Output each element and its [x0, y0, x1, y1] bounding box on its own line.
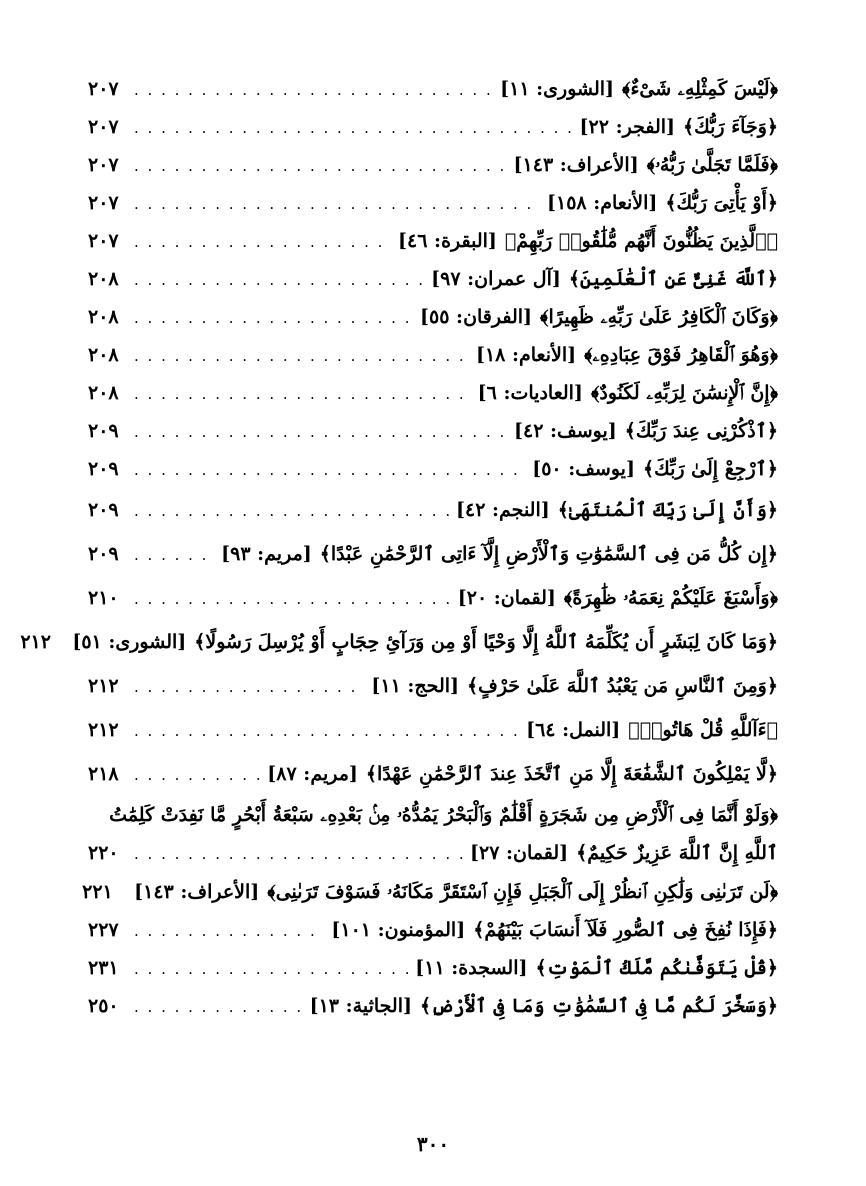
dot-leader	[134, 337, 470, 375]
page-reference: ٢١٢	[20, 631, 51, 653]
page-reference: ٢٠٧	[88, 192, 119, 214]
verse-text: ﴿ءَآللَّهِ قُلْ هَاتُوا۟﴾	[628, 719, 778, 741]
index-entry	[88, 752, 778, 796]
verse-text: ﴿ٱللَّهَ غَنِىٌّ عَنِ ٱلْعَٰلَمِينَ﴾	[568, 268, 778, 290]
verse-reference: [الأعراف: ١٤٣]	[513, 154, 639, 176]
dot-leader	[134, 147, 508, 185]
verse-text: ﴿فَإِذَا نُفِخَ فِى ٱلصُّورِ فَلَآ أَنسَابَ بَيْنَهُمْ﴾	[473, 919, 778, 941]
page-reference: ٢٠٩	[88, 499, 119, 521]
verse-text: ﴿وَهُوَ ٱلْقَاهِرُ فَوْقَ عِبَادِهِۦ﴾	[584, 344, 778, 366]
index-entry	[88, 576, 778, 620]
page-reference: ٢٠٨	[88, 268, 119, 290]
index-entry	[88, 708, 778, 752]
index-entry-multiline	[88, 796, 778, 873]
index-entry	[88, 412, 778, 450]
verse-text: ﴿لَيْسَ كَمِثْلِهِۦ شَىْءٌ﴾	[622, 78, 778, 100]
verse-text: ﴿إِن كُلُّ مَن فِى ٱلسَّمَٰوَٰتِ وَٱلْأَرْضِ إِلَّآ ءَاتِى ٱلرَّحْمَٰنِ عَبْدًا﴾	[319, 543, 778, 565]
verse-reference: [العاديات: ٦]	[477, 382, 583, 404]
index-entry	[88, 911, 778, 949]
index-entry	[88, 987, 778, 1025]
dot-leader	[134, 299, 414, 337]
page-number: ٣٠٠	[416, 1132, 450, 1156]
dot-leader	[134, 912, 325, 950]
dot-leader	[134, 71, 494, 109]
dot-leader	[134, 451, 526, 489]
dot-leader	[134, 753, 261, 797]
dot-leader	[134, 533, 215, 577]
verse-reference: [يوسف: ٥٠]	[532, 458, 635, 480]
page-reference: ٢٢٧	[88, 919, 119, 941]
verse-reference: [الأعراف: ١٤٣]	[134, 881, 260, 903]
dot-leader	[134, 665, 365, 709]
index-entry	[88, 70, 778, 108]
index-entry	[88, 336, 778, 374]
dot-leader	[134, 709, 520, 753]
page-reference: ٢٠٧	[88, 154, 119, 176]
dot-leader	[134, 413, 508, 451]
verse-text: ﴿لَن تَرَىٰنِى وَلَٰكِنِ ٱنظُرْ إِلَى ٱلْجَبَلِ فَإِنِ ٱسْتَقَرَّ مَكَانَهُۥ فَسَوْفَ تَرَىٰنِى﴾	[267, 881, 778, 903]
verse-reference: [الشورى: ١١]	[500, 78, 615, 100]
verse-text: ﴿وَسَخَّرَ لَكُم مَّا فِى ٱلسَّمَٰوَٰتِ وَمَا فِى ٱلْأَرْضِ﴾	[419, 995, 778, 1017]
dot-leader	[134, 109, 574, 147]
verse-text-line1: ﴿وَلَوْ أَنَّمَا فِى ٱلْأَرْضِ مِن شَجَرَةٍ أَقْلَٰمٌ وَٱلْبَحْرُ يَمُدُّهُۥ مِنۢ بَعْدِهِۦ سَبْعَةُ أَبْحُرٍ مَّا نَفِدَتْ كَلِمَٰتُ	[109, 804, 778, 826]
verse-text: ﴿ٱذْكُرْنِى عِندَ رَبِّكَ﴾	[624, 420, 778, 442]
page-reference: ٢٠٧	[88, 78, 119, 100]
dot-leader	[134, 375, 472, 413]
page-reference: ٢١٢	[88, 719, 119, 741]
verse-reference: [آل عمران: ٩٧]	[431, 268, 561, 290]
dot-leader	[134, 577, 452, 621]
index-entry	[88, 222, 778, 260]
verse-reference: [السجدة: ١١]	[415, 957, 528, 979]
page-reference: ٢٣١	[88, 957, 119, 979]
verse-reference: [النجم: ٤٢]	[455, 499, 550, 521]
page-reference: ٢٠٩	[88, 543, 119, 565]
index-entry	[88, 949, 778, 987]
index-entry	[88, 450, 778, 488]
verse-reference: [الفجر: ٢٢]	[579, 116, 675, 138]
verse-reference: [الحج: ١١]	[371, 675, 459, 697]
page-reference: ٢١٠	[88, 587, 119, 609]
verse-reference: [الأنعام: ١٨]	[475, 344, 577, 366]
dot-leader	[134, 185, 541, 223]
index-entry	[88, 488, 778, 532]
page-reference: ٢٠٧	[88, 230, 119, 252]
page-reference: ٢٥٠	[88, 995, 119, 1017]
index-entry	[88, 108, 778, 146]
dot-leader	[134, 223, 392, 261]
dot-leader	[134, 835, 464, 873]
page-reference: ٢٠٧	[88, 116, 119, 138]
verse-text: ﴿فَلَمَّا تَجَلَّىٰ رَبُّهُۥ﴾	[646, 154, 778, 176]
dot-leader	[134, 988, 304, 1026]
page-reference: ٢٠٩	[88, 458, 119, 480]
dot-leader	[134, 489, 450, 533]
verse-text: ﴿ٱلَّذِينَ يَظُنُّونَ أَنَّهُم مُّلَٰقُوا۟ رَبِّهِمْ﴾	[504, 230, 778, 252]
page-reference: ٢٠٩	[88, 420, 119, 442]
verse-reference: [يوسف: ٤٢]	[514, 420, 617, 442]
page-reference: ٢٢٠	[88, 842, 119, 864]
verse-text: ﴿لَّا يَمْلِكُونَ ٱلشَّفَٰعَةَ إِلَّا مَنِ ٱتَّخَذَ عِندَ ٱلرَّحْمَٰنِ عَهْدًا﴾	[365, 763, 778, 785]
verse-reference: [لقمان: ٢٧]	[469, 842, 569, 864]
verse-reference: [المؤمنون: ١٠١]	[331, 919, 466, 941]
index-entry	[20, 620, 778, 664]
verse-text: ﴿وَكَانَ ٱلْكَافِرُ عَلَىٰ رَبِّهِۦ ظَهِيرًا﴾	[540, 306, 778, 328]
verse-reference: [الجاثية: ١٣]	[309, 995, 412, 1017]
verse-reference: [الأنعام: ١٥٨]	[546, 192, 658, 214]
index-entry	[88, 298, 778, 336]
verse-reference: [النمل: ٦٤]	[526, 719, 621, 741]
verse-reference: [مريم: ٩٣]	[221, 543, 312, 565]
verse-reference: [لقمان: ٢٠]	[457, 587, 556, 609]
verse-text: ﴿وَجَآءَ رَبُّكَ﴾	[683, 116, 778, 138]
verse-text: ﴿وَأَسْبَغَ عَلَيْكُمْ نِعَمَهُۥ ظَٰهِرَةً﴾	[563, 587, 778, 609]
page-reference: ٢٢١	[82, 881, 113, 903]
verse-index-list	[20, 70, 778, 1025]
page-reference: ٢٠٨	[88, 382, 119, 404]
verse-text: ﴿وَأَنَّ إِلَىٰ رَبِّكَ ٱلْمُنتَهَىٰ﴾	[557, 499, 778, 521]
verse-text-line2: ٱللَّهِ إِنَّ ٱللَّهَ عَزِيزٌ حَكِيمٌ﴾	[576, 842, 778, 864]
page-reference: ٢٠٨	[88, 306, 119, 328]
verse-text: ﴿أَوْ يَأْتِىَ رَبُّكَ﴾	[665, 192, 778, 214]
page-reference: ٢٠٨	[88, 344, 119, 366]
index-entry	[88, 260, 778, 298]
verse-text: ﴿إِنَّ ٱلْإِنسَٰنَ لِرَبِّهِۦ لَكَنُودٌ﴾	[590, 382, 778, 404]
dot-leader	[134, 950, 409, 988]
index-entry	[88, 374, 778, 412]
dot-leader	[134, 261, 425, 299]
verse-reference: [مريم: ٨٧]	[267, 763, 358, 785]
verse-reference: [الفرقان: ٥٥]	[420, 306, 533, 328]
verse-text: ﴿ٱرْجِعْ إِلَىٰ رَبِّكَ﴾	[642, 458, 778, 480]
verse-reference: [الشورى: ٥١]	[72, 631, 187, 653]
index-entry	[88, 184, 778, 222]
verse-text: ﴿وَمِنَ ٱلنَّاسِ مَن يَعْبُدُ ٱللَّهَ عَلَىٰ حَرْفٍ﴾	[467, 675, 778, 697]
page-reference: ٢١٢	[88, 675, 119, 697]
index-entry	[88, 146, 778, 184]
index-entry	[88, 532, 778, 576]
verse-text: ﴿قُلْ يَتَوَفَّىٰكُم مَّلَكُ ٱلْمَوْتِ﴾	[535, 957, 778, 979]
page-reference: ٢١٨	[88, 763, 119, 785]
verse-text: ﴿وَمَا كَانَ لِبَشَرٍ أَن يُكَلِّمَهُ ٱللَّهُ إِلَّا وَحْيًا أَوْ مِن وَرَآئِ حِجَابٍ أَوْ يُرْسِلَ رَسُولًا﴾	[194, 631, 778, 653]
index-entry	[82, 873, 778, 911]
index-entry	[88, 664, 778, 708]
verse-reference: [البقرة: ٤٦]	[398, 230, 497, 252]
